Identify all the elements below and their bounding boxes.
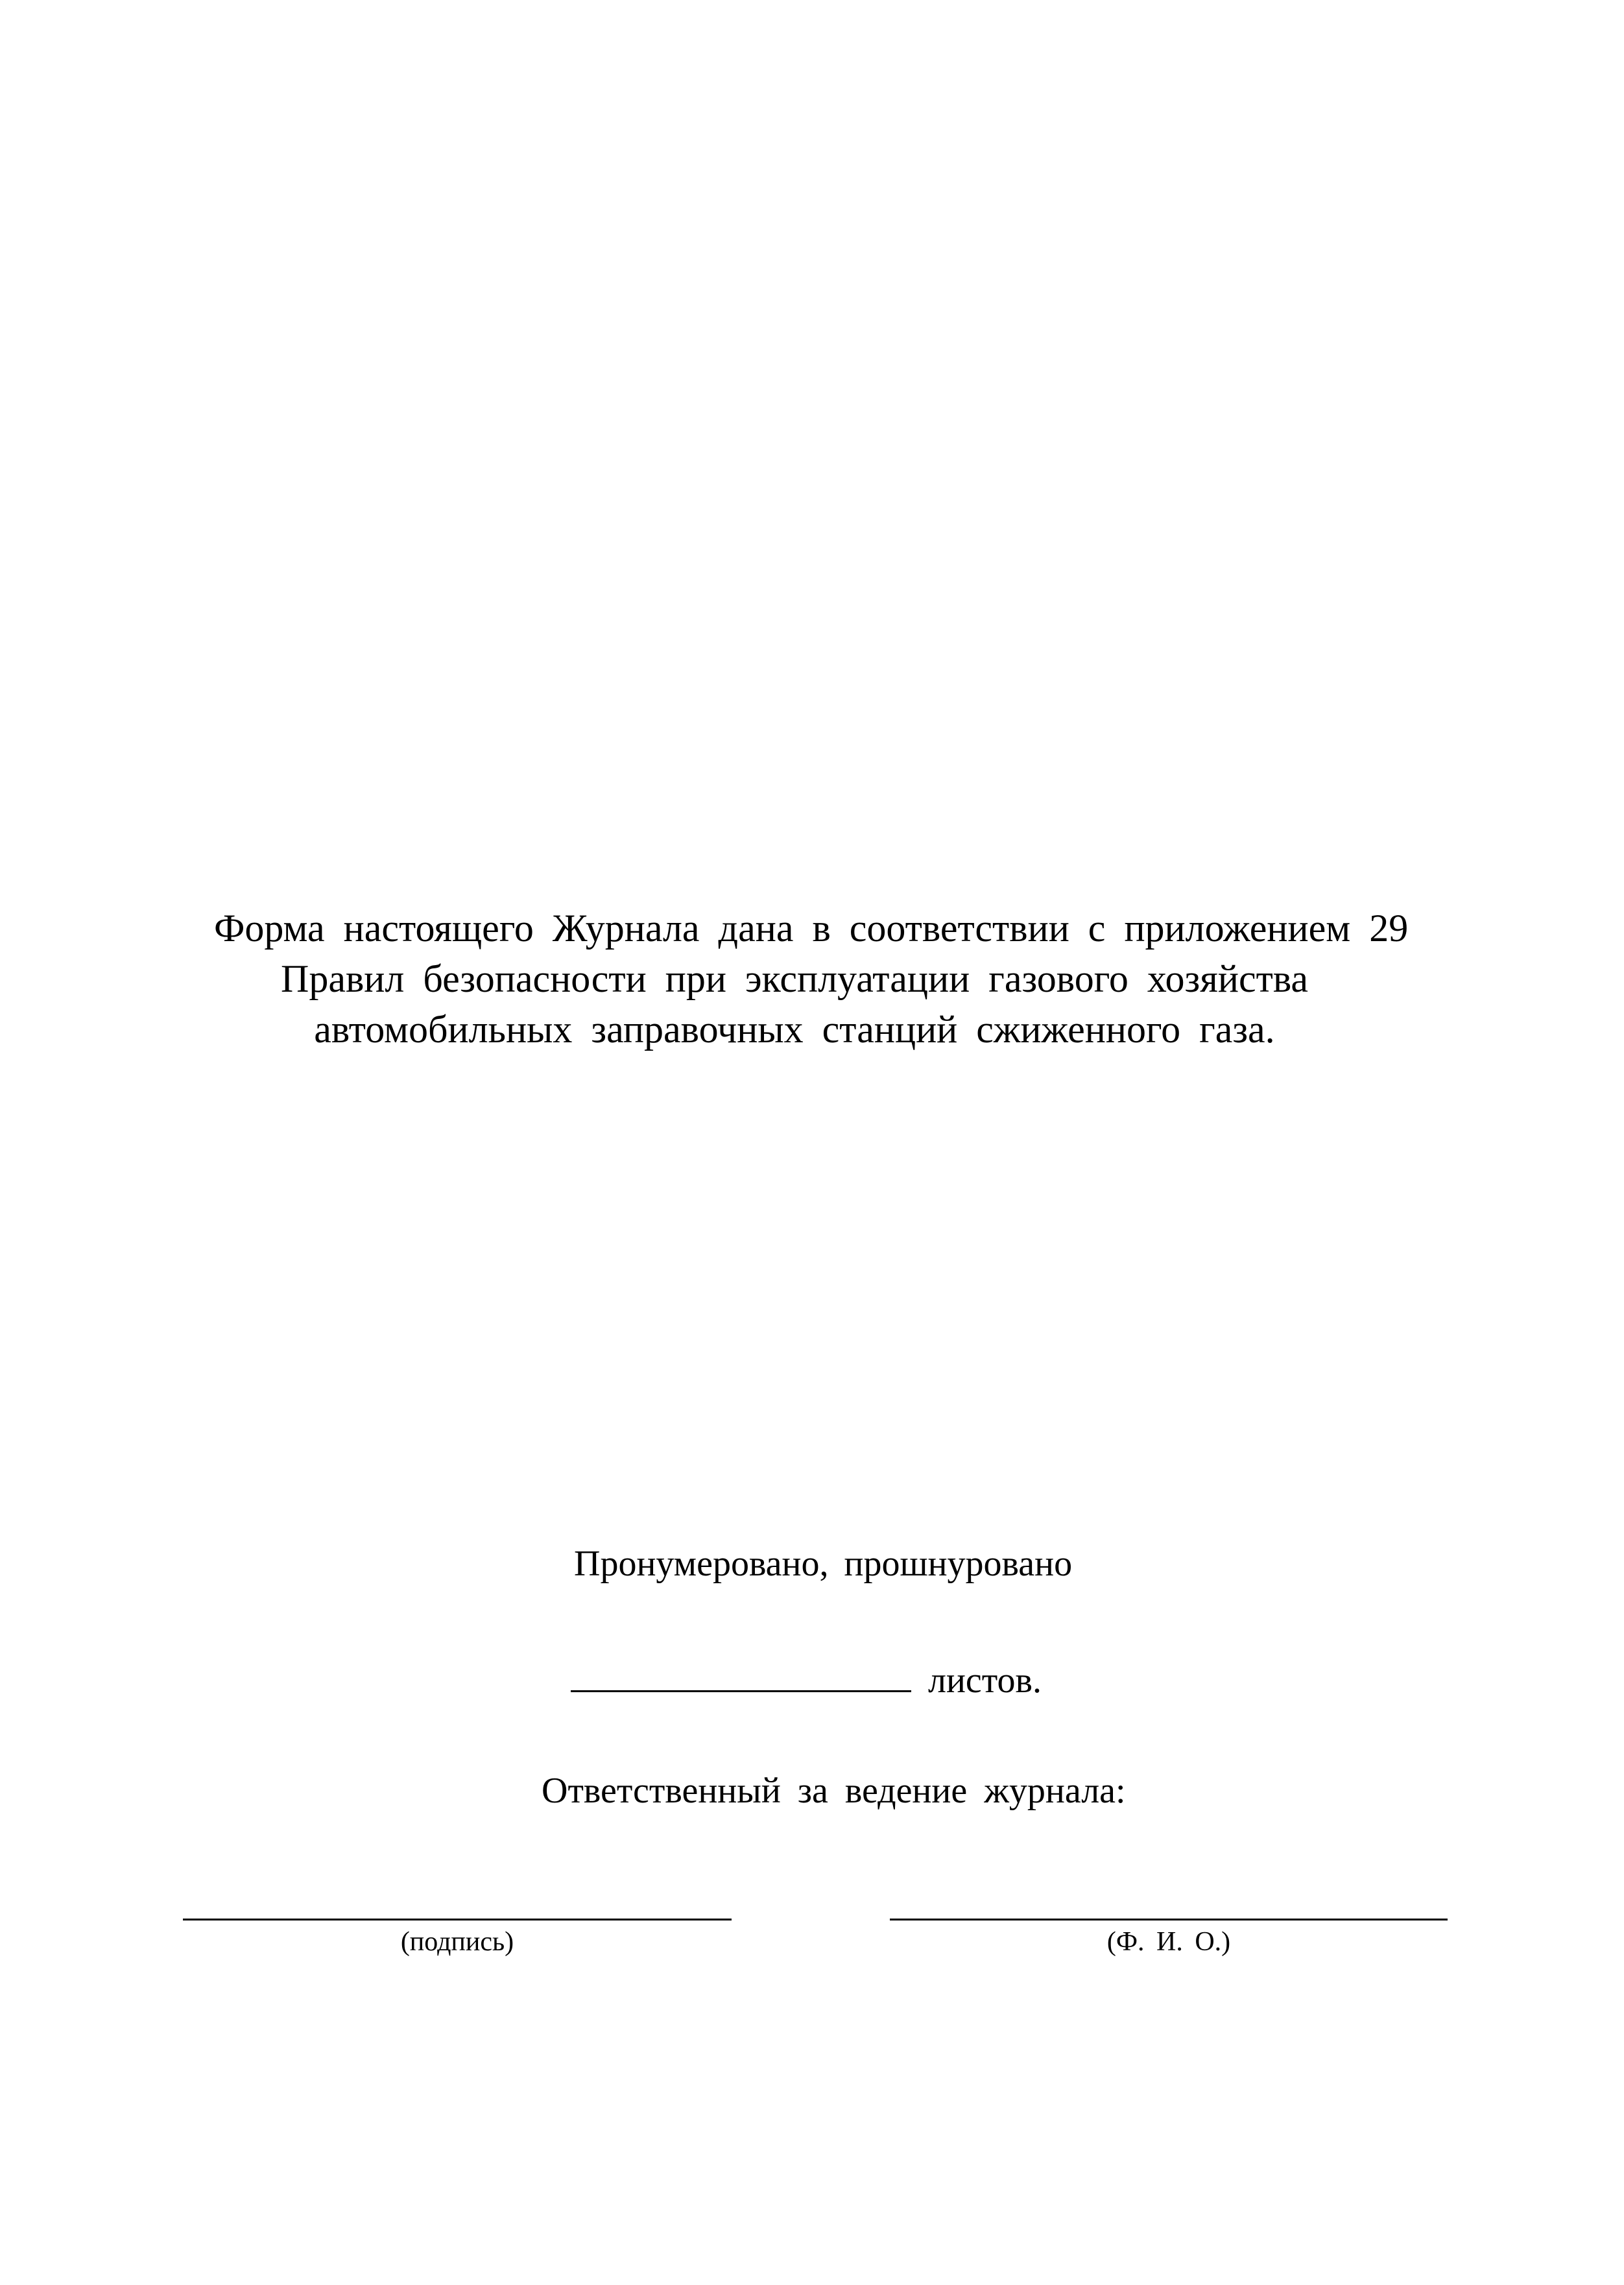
sheets-label: листов. (928, 1660, 1042, 1701)
journal-form-note (214, 903, 1409, 1055)
signature-caption: (подпись) (400, 1927, 514, 1957)
signature-line[interactable] (183, 1919, 732, 1920)
full-name-caption: (Ф. И. О.) (1106, 1927, 1231, 1957)
responsible-label: Ответственный за ведение журнала: (542, 1771, 1126, 1811)
numbered-laced-text: Пронумеровано, прошнуровано (574, 1544, 1073, 1584)
full-name-line[interactable] (890, 1919, 1448, 1920)
note-line-3: автомобильных заправочных станций сжиженного газа. (314, 1008, 1275, 1051)
note-line-2: Правил безопасности при эксплуатации газового хозяйства (280, 957, 1308, 1000)
sheets-count-blank-field[interactable] (571, 1658, 911, 1692)
note-line-1: Форма настоящего Журнала дана в соответствии с приложением 29 (214, 907, 1409, 950)
sheets-count-row (571, 1658, 1042, 1703)
